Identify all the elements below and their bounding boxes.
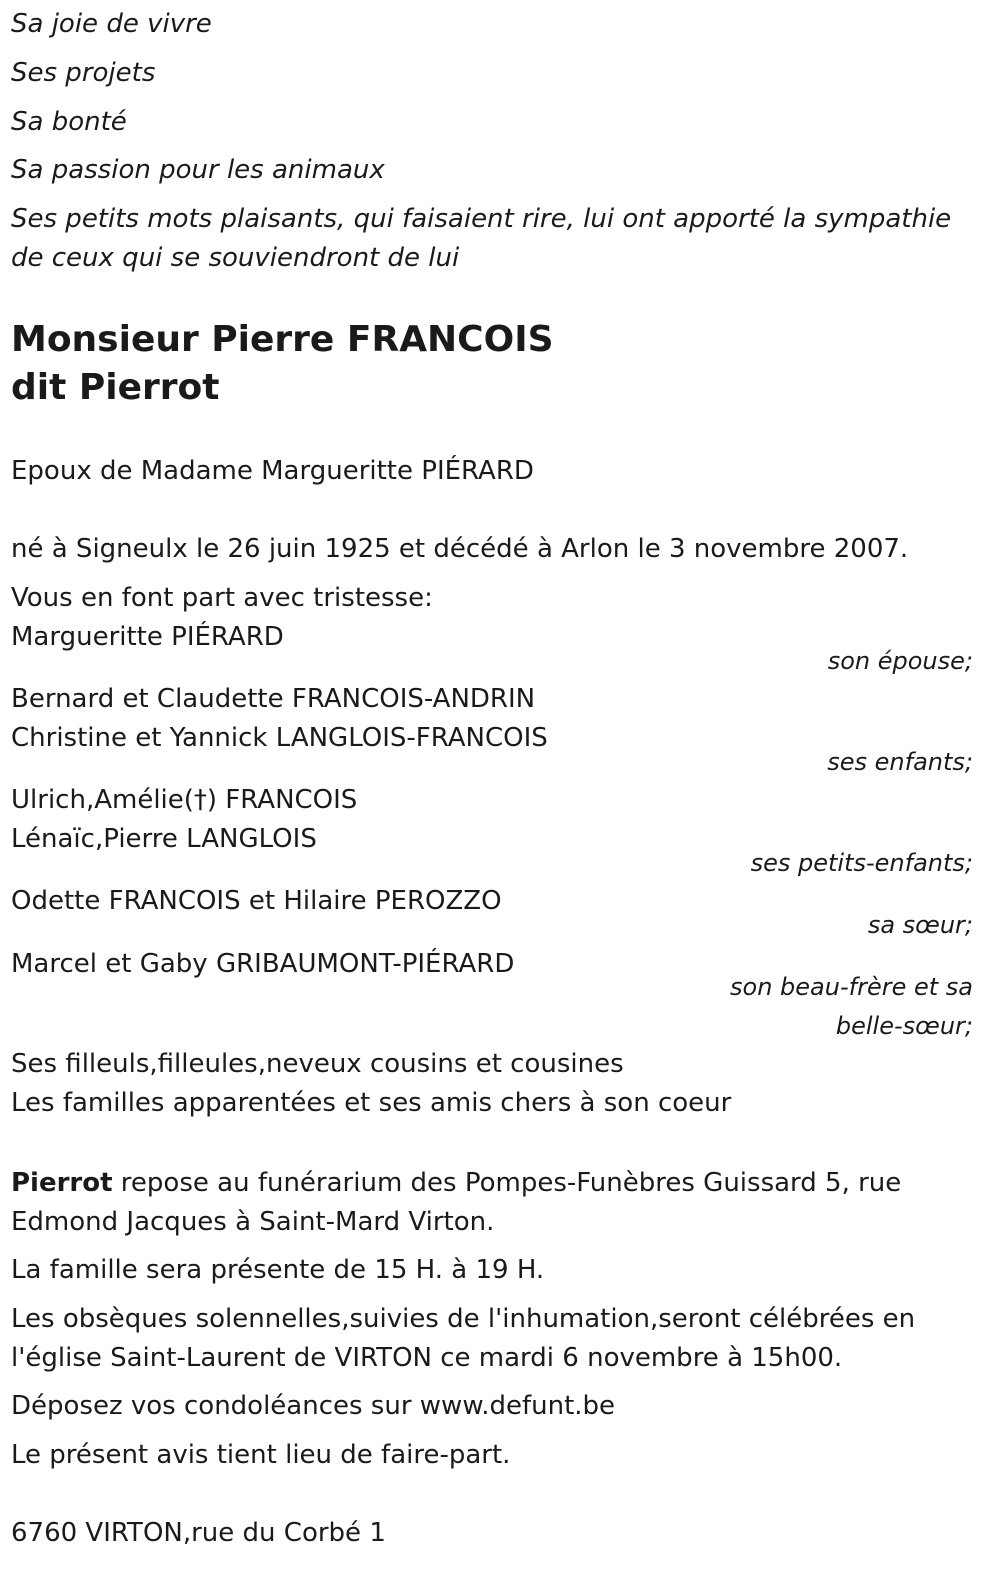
family-name: Lénaïc,Pierre LANGLOIS bbox=[11, 824, 317, 854]
family-relation: belle-sœur; bbox=[835, 1012, 973, 1040]
intro-line: Ses petits mots plaisants, qui faisaient rire, lui ont apporté la sympathie de ceux qui se souviendront de lui bbox=[11, 204, 952, 273]
family-relation: son épouse; bbox=[827, 647, 973, 675]
ceremony-paragraph: Les obsèques solennelles,suivies de l'inhumation,seront célébrées en l'église Saint-Laurent de VIRTON ce mardi 6 novembre à 15h00. bbox=[11, 1304, 916, 1373]
family-name: Ulrich,Amélie(†) FRANCOIS bbox=[11, 785, 358, 815]
spouse-line: Epoux de Madame Margueritte PIÉRARD bbox=[11, 456, 534, 486]
family-relation: sa sœur; bbox=[867, 911, 973, 939]
intro-line: Sa passion pour les animaux bbox=[11, 155, 385, 185]
address-line: 6760 VIRTON,rue du Corbé 1 bbox=[11, 1518, 386, 1548]
deceased-name bbox=[11, 316, 554, 412]
birth-death-line: né à Signeulx le 26 juin 1925 et décédé à Arlon le 3 novembre 2007. bbox=[11, 534, 909, 564]
family-name: Marcel et Gaby GRIBAUMONT-PIÉRARD bbox=[11, 949, 515, 979]
others-line: Les familles apparentées et ses amis chers à son coeur bbox=[11, 1088, 732, 1118]
rest-name: Pierrot bbox=[11, 1168, 113, 1198]
family-name: Bernard et Claudette FRANCOIS-ANDRIN bbox=[11, 684, 536, 714]
announce-line: Vous en font part avec tristesse: bbox=[11, 583, 433, 613]
presence-line: La famille sera présente de 15 H. à 19 H. bbox=[11, 1255, 545, 1285]
notice-line: Le présent avis tient lieu de faire-part. bbox=[11, 1440, 511, 1470]
deceased-nickname: dit Pierrot bbox=[11, 367, 220, 408]
family-name: Christine et Yannick LANGLOIS-FRANCOIS bbox=[11, 723, 548, 753]
intro-line: Sa bonté bbox=[11, 107, 127, 137]
family-name: Odette FRANCOIS et Hilaire PEROZZO bbox=[11, 886, 502, 916]
intro-line: Ses projets bbox=[11, 58, 156, 88]
family-relation: son beau-frère et sa bbox=[730, 973, 973, 1001]
family-relation: ses petits-enfants; bbox=[750, 849, 973, 877]
family-name: Margueritte PIÉRARD bbox=[11, 622, 284, 652]
family-relation: ses enfants; bbox=[827, 748, 973, 776]
condolences-line: Déposez vos condoléances sur www.defunt.be bbox=[11, 1391, 616, 1421]
rest-text: repose au funérarium des Pompes-Funèbres Guissard 5, rue Edmond Jacques à Saint-Mard Virton. bbox=[11, 1168, 902, 1237]
rest-paragraph bbox=[11, 1164, 973, 1242]
others-line: Ses filleuls,filleules,neveux cousins et cousines bbox=[11, 1049, 624, 1079]
deceased-name-line1: Monsieur Pierre FRANCOIS bbox=[11, 319, 554, 360]
intro-line: Sa joie de vivre bbox=[11, 9, 212, 39]
